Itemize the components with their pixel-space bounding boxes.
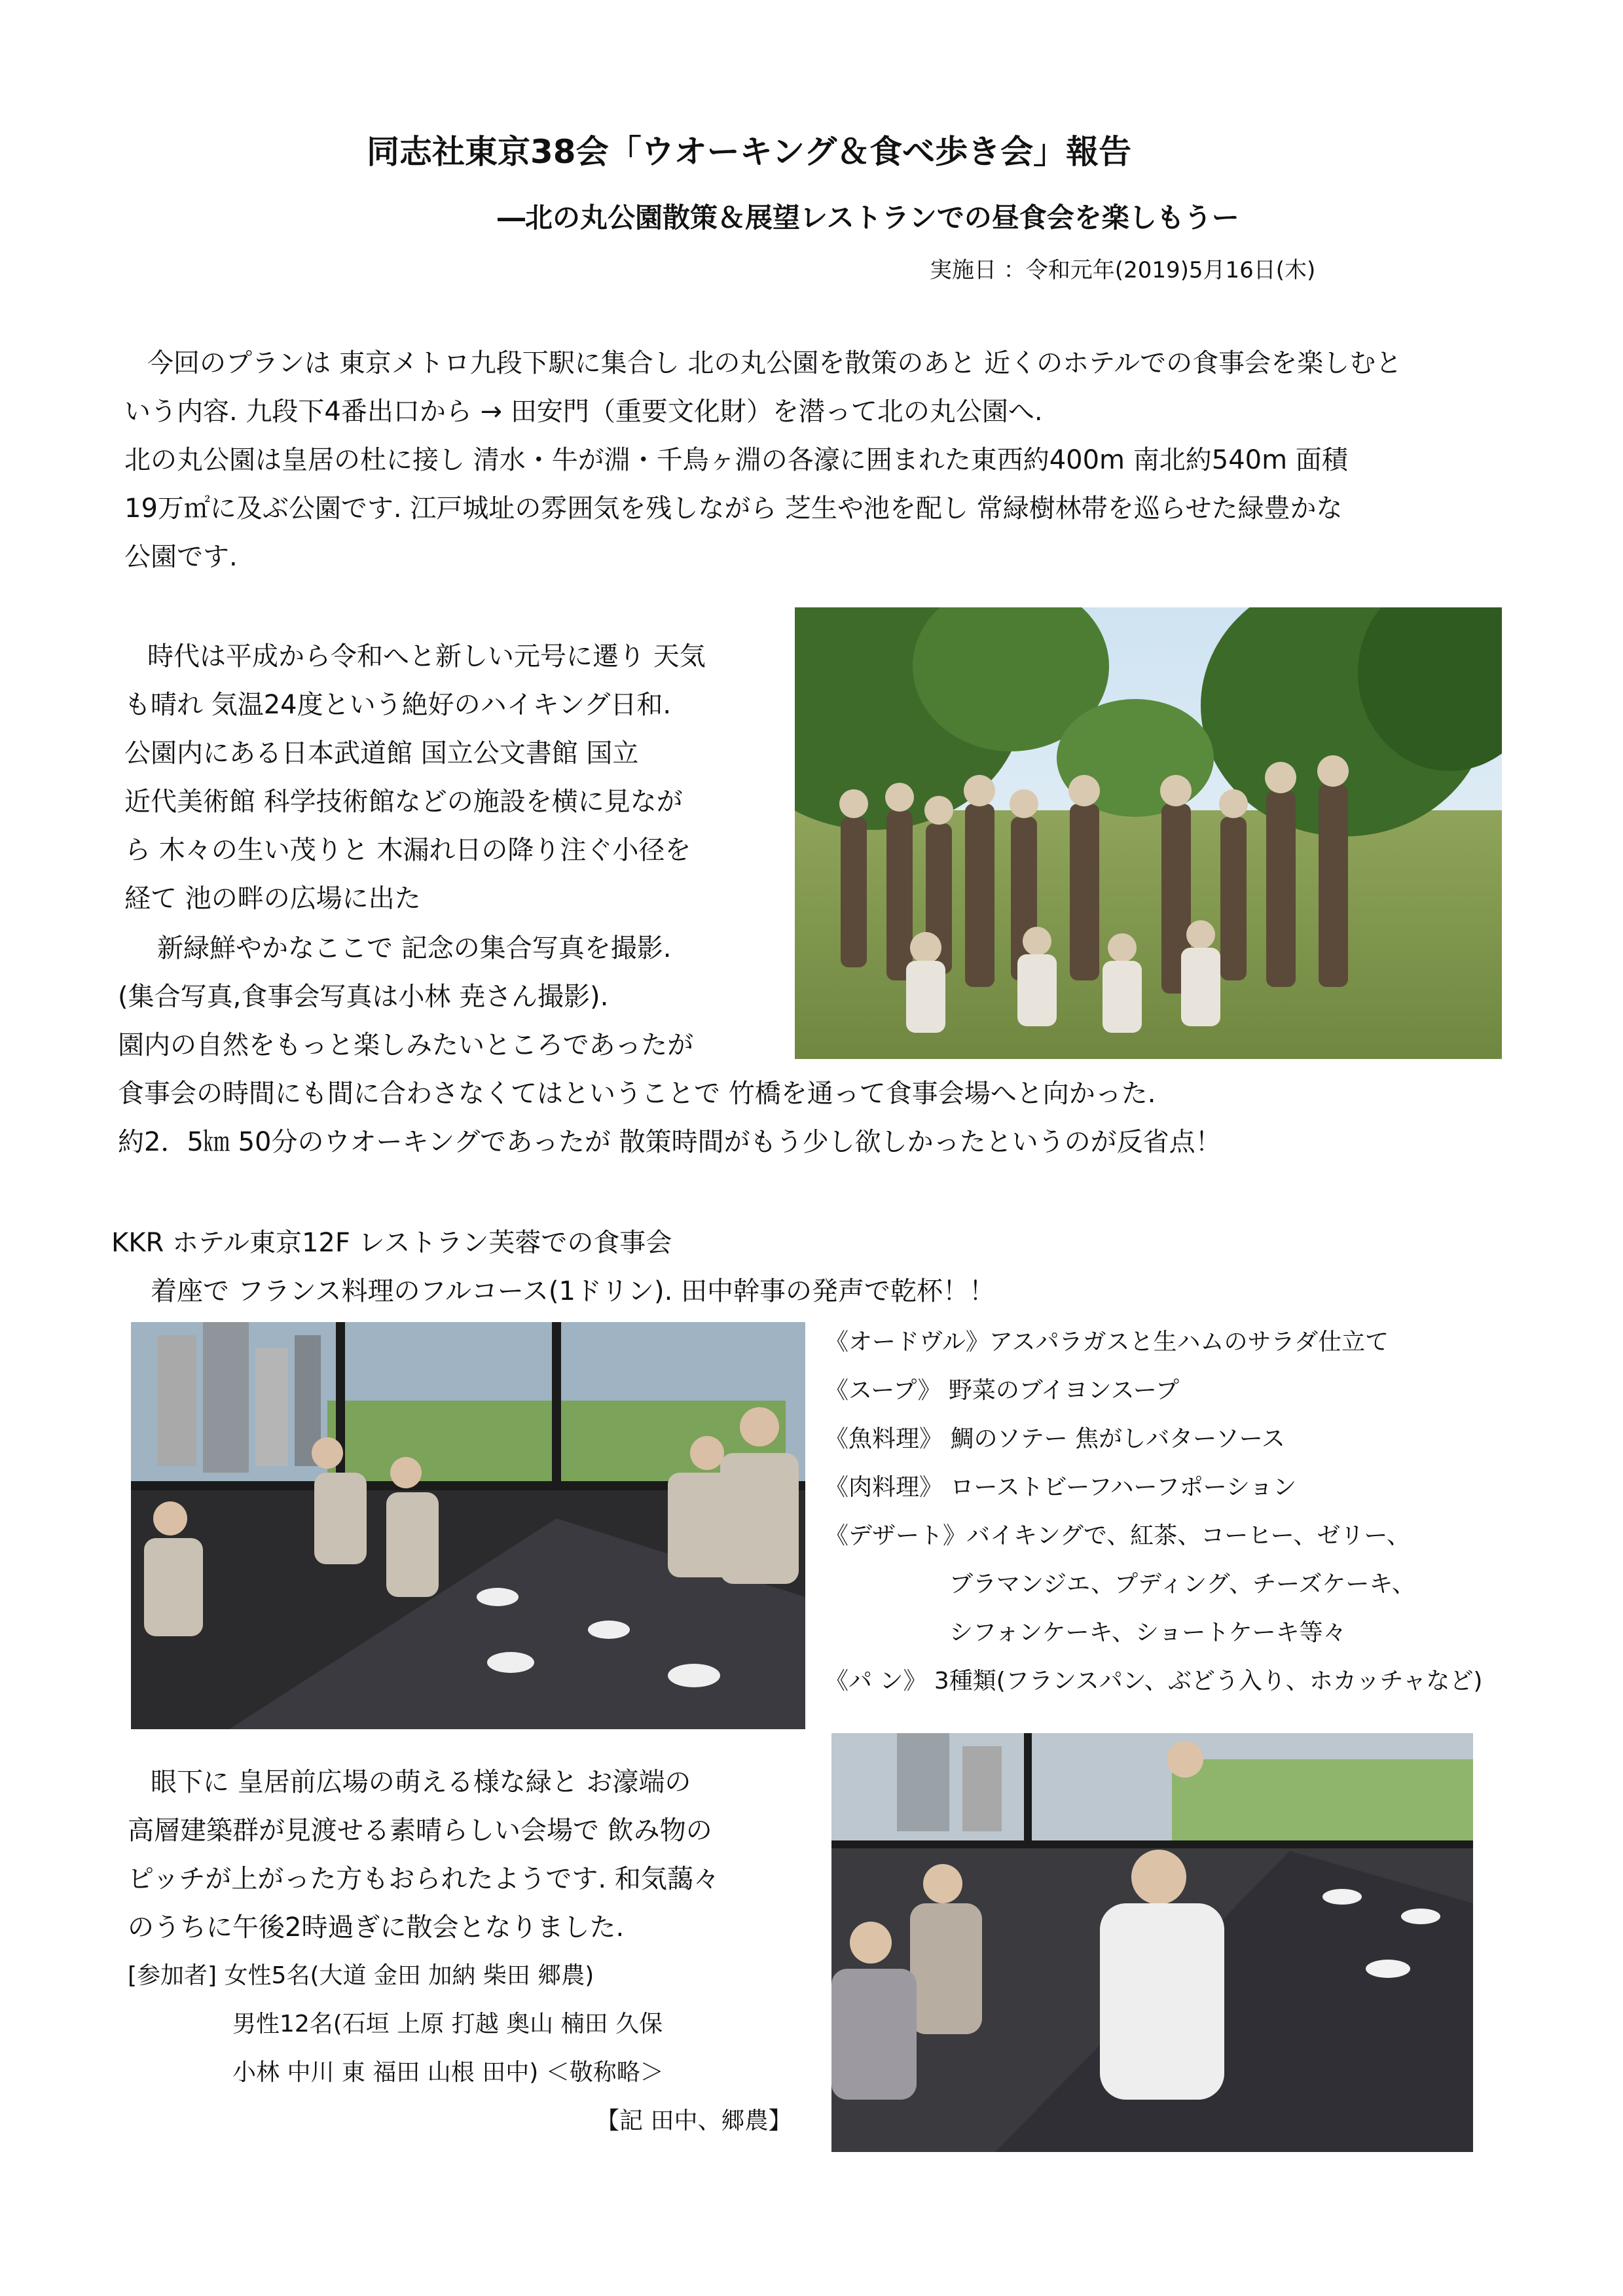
menu-dessert-2: ブラマンジエ、プディング、チーズケーキ、 [949, 1571, 1415, 1598]
menu-fish: 《魚料理》 鯛のソテー 焦がしバターソース [825, 1426, 1285, 1452]
walk-line-6: 経て 池の畔の広場に出た [124, 884, 421, 914]
page-title: 同志社東京38会「ウオーキング＆食べ歩き会」報告 [367, 133, 1132, 171]
menu-bread: 《パ ン》 3種類(フランスパン、ぶどう入り、ホカッチャなど) [825, 1668, 1483, 1695]
walk-line-10: 食事会の時間にも間に合わさなくてはということで 竹橋を通って食事会場へと向かった. [118, 1079, 1156, 1109]
menu-soup: 《スープ》 野菜のブイヨンスープ [825, 1377, 1180, 1404]
walk-line-11: 約2．5㎞ 50分のウオーキングであったが 散策時間がもう少し欲しかったというのが反省点！ [118, 1127, 1222, 1157]
walk-line-7: 新緑鮮やかなここで 記念の集合写真を撮影. [157, 933, 672, 963]
restaurant-photo-1 [131, 1322, 805, 1729]
event-date: 実施日 ：令和元年(2019)5月16日(木) [930, 257, 1316, 283]
participants-men-1: 男性12名(石垣 上原 打越 奥山 楠田 久保 [232, 2011, 663, 2037]
group-photo [795, 607, 1502, 1059]
closing-line-4: のうちに午後2時過ぎに散会となりました. [128, 1912, 625, 1943]
intro-line-1: 今回のプランは 東京メトロ九段下駅に集合し 北の丸公園を散策のあと 近くのホテルでの食事会を楽しむと [147, 348, 1402, 378]
closing-line-2: 高層建築群が見渡せる素晴らしい会場で 飲み物の [128, 1816, 712, 1846]
walk-line-2: も晴れ 気温24度という絶好のハイキング日和. [124, 690, 672, 720]
signature: 【記 田中、郷農】 [596, 2108, 792, 2134]
lunch-heading: KKR ホテル東京12F レストラン芙蓉での食事会 [111, 1228, 672, 1258]
page-subtitle: ―北の丸公園散策＆展望レストランでの昼食会を楽しもうー [498, 202, 1239, 234]
lunch-intro: 着座で フランス料理のフルコース(1ドリン). 田中幹事の発声で乾杯！！ [151, 1276, 996, 1306]
intro-line-2: いう内容. 九段下4番出口から → 田安門（重要文化財）を潜って北の丸公園へ. [124, 397, 1043, 427]
menu-dessert: 《デザート》バイキングで、紅茶、コーヒー、ゼリー、 [825, 1522, 1410, 1549]
walk-line-3: 公園内にある日本武道館 国立公文書館 国立 [124, 738, 639, 768]
participants-women: [参加者] 女性5名(大道 金田 加納 柴田 郷農) [128, 1962, 594, 1989]
participants-men-2: 小林 中川 東 福田 山根 田中) ＜敬称略＞ [232, 2059, 664, 2086]
menu-meat: 《肉料理》 ローストビーフハーフポーション [825, 1474, 1297, 1501]
walk-line-9: 園内の自然をもっと楽しみたいところであったが [118, 1030, 694, 1060]
menu-hors-doeuvre: 《オードヴル》アスパラガスと生ハムのサラダ仕立て [825, 1329, 1389, 1355]
closing-line-3: ピッチが上がった方もおられたようです. 和気藹々 [128, 1864, 720, 1894]
closing-line-1: 眼下に 皇居前広場の萌える様な緑と お濠端の [151, 1767, 691, 1797]
walk-line-8: (集合写真,食事会写真は小林 尭さん撮影). [118, 982, 609, 1012]
walk-line-4: 近代美術館 科学技術館などの施設を横に見なが [124, 787, 683, 817]
menu-dessert-3: シフォンケーキ、ショートケーキ等々 [949, 1619, 1347, 1646]
intro-line-4: 19万㎡に及ぶ公園です. 江戸城址の雰囲気を残しながら 芝生や池を配し 常緑樹林帯を巡らせた緑豊かな [124, 493, 1343, 524]
restaurant-photo-2 [831, 1733, 1473, 2152]
walk-line-1: 時代は平成から令和へと新しい元号に遷り 天気 [147, 641, 706, 672]
intro-line-3: 北の丸公園は皇居の杜に接し 清水・牛が淵・千鳥ヶ淵の各濠に囲まれた東西約400m 南北約540m 面積 [124, 445, 1348, 475]
walk-line-5: ら 木々の生い茂りと 木漏れ日の降り注ぐ小径を [124, 835, 691, 865]
intro-line-5: 公園です. [124, 542, 238, 572]
